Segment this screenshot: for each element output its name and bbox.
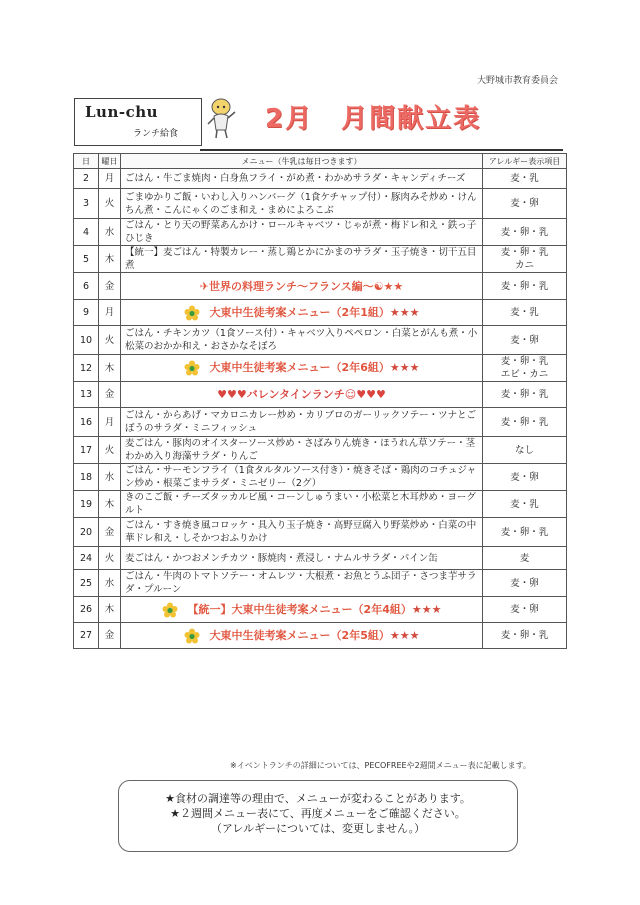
day-cell: 3 (74, 189, 99, 219)
weekday-cell: 水 (99, 570, 121, 597)
allergy-cell: 麦・卵・乳 (483, 273, 567, 300)
page-title: 2月 月間献立表 (265, 104, 482, 134)
menu-text: ✈世界の料理ランチ〜フランス編〜☯★★ (199, 279, 404, 293)
menu-cell (121, 273, 483, 300)
mascot-icon (204, 96, 238, 140)
menu-table (73, 153, 567, 649)
weekday-cell: 火 (99, 437, 121, 464)
menu-text: ♥♥♥バレンタインランチ☺♥♥♥ (217, 388, 386, 401)
allergy-cell: 麦・卵 (483, 464, 567, 491)
weekday-cell: 火 (99, 326, 121, 355)
table-row (74, 189, 567, 219)
table-row (74, 464, 567, 491)
day-cell: 4 (74, 219, 99, 246)
allergy-cell: 麦・卵・乳 エビ・カニ (483, 355, 567, 382)
table-row (74, 246, 567, 273)
table-row (74, 300, 567, 326)
menu-text: 麦ごはん・かつおメンチカツ・豚焼肉・煮浸し・ナムルサラダ・パイン缶 (125, 552, 438, 564)
allergy-cell: 麦・卵 (483, 189, 567, 219)
stars-text: ★★★ (389, 361, 420, 374)
menu-cell (121, 437, 483, 464)
stars-text: ★★★ (389, 305, 420, 319)
menu-text: 大東中生徒考案メニュー（2年1組） (209, 305, 390, 319)
menu-cell (121, 623, 483, 649)
table-row (74, 382, 567, 408)
menu-cell (121, 597, 483, 623)
day-cell: 10 (74, 326, 99, 355)
table-header-row (74, 154, 567, 169)
day-cell: 5 (74, 246, 99, 273)
stars-text: ★★★ (389, 628, 420, 642)
menu-text: 【統一】麦ごはん・特製カレー・蒸し鶏とかにかまのサラダ・玉子焼き・切干五目煮 (125, 247, 477, 271)
table-row (74, 570, 567, 597)
menu-text: 大東中生徒考案メニュー（2年5組） (209, 628, 390, 642)
event-footnote: ※イベントランチの詳細については、PECOFREEや2週間メニュー表に記載します。 (230, 761, 532, 770)
table-row (74, 408, 567, 437)
flower-icon (184, 305, 200, 321)
allergy-cell: 麦・卵 (483, 597, 567, 623)
issuer-label: 大野城市教育委員会 (476, 76, 558, 86)
menu-text: きのこご飯・チーズタッカルビ風・コーンしゅうまい・小松菜と木耳炒め・ヨーグルト (125, 492, 476, 516)
day-cell: 16 (74, 408, 99, 437)
menu-cell (121, 491, 483, 518)
allergy-cell: 麦・乳 (483, 491, 567, 518)
menu-cell (121, 189, 483, 219)
day-cell: 12 (74, 355, 99, 382)
allergy-cell: 麦 (483, 547, 567, 570)
menu-cell (121, 300, 483, 326)
allergy-cell: 麦・乳 (483, 300, 567, 326)
logo-subtitle: ランチ給食 (133, 129, 179, 139)
weekday-cell: 金 (99, 518, 121, 547)
allergy-cell: 麦・卵・乳 (483, 408, 567, 437)
menu-text: ごはん・とり天の野菜あんかけ・ロールキャベツ・じゃが煮・梅ドレ和え・鉄っ子ひじき (125, 220, 477, 244)
day-cell: 27 (74, 623, 99, 649)
day-cell: 13 (74, 382, 99, 408)
weekday-cell: 木 (99, 246, 121, 273)
allergy-cell: 麦・卵・乳 カニ (483, 246, 567, 273)
menu-text: ごまゆかりご飯・いわし入りハンバーグ（1食ケチャップ付）・豚肉みそ炒め・けんちん煮・こんにゃくのごま和え・まめによろこぶ (125, 191, 477, 216)
weekday-cell: 金 (99, 623, 121, 649)
allergy-cell: 麦・卵 (483, 326, 567, 355)
menu-text: 大東中生徒考案メニュー（2年6組） (209, 361, 390, 374)
menu-cell (121, 464, 483, 491)
allergy-cell: 麦・卵・乳 (483, 219, 567, 246)
flower-icon (162, 602, 178, 618)
flower-icon (184, 628, 200, 644)
weekday-cell: 月 (99, 300, 121, 326)
weekday-cell: 木 (99, 491, 121, 518)
menu-text: ごはん・牛肉のトマトソテー・オムレツ・大根煮・お魚とうふ団子・さつま芋サラダ・プルーン (125, 571, 477, 595)
table-row (74, 518, 567, 547)
day-cell: 20 (74, 518, 99, 547)
menu-table-body (74, 169, 567, 649)
table-row (74, 326, 567, 355)
weekday-cell: 木 (99, 355, 121, 382)
notice-line-1: ★食材の調達等の理由で、メニューが変わることがあります。 (165, 792, 471, 805)
allergy-cell: 麦・卵・乳 (483, 382, 567, 408)
day-cell: 25 (74, 570, 99, 597)
weekday-cell: 水 (99, 464, 121, 491)
menu-text: ごはん・すき焼き風コロッケ・具入り玉子焼き・高野豆腐入り野菜炒め・白菜の中華ドレ和え・しそかつおふりかけ (125, 520, 477, 544)
flower-icon (184, 360, 200, 376)
menu-text: ごはん・牛ごま焼肉・白身魚フライ・がめ煮・わかめサラダ・キャンディチーズ (125, 173, 466, 184)
weekday-cell: 金 (99, 382, 121, 408)
table-row (74, 273, 567, 300)
day-cell: 19 (74, 491, 99, 518)
table-row (74, 355, 567, 382)
logo-title: Lun-chu (85, 103, 159, 121)
menu-text: 【統一】大東中生徒考案メニュー（2年4組） (187, 602, 412, 616)
day-cell: 24 (74, 547, 99, 570)
table-row (74, 437, 567, 464)
table-row (74, 219, 567, 246)
menu-cell (121, 518, 483, 547)
header-allergy: アレルギー表示項目 (483, 154, 567, 169)
day-cell: 26 (74, 597, 99, 623)
header-day: 日 (74, 154, 99, 169)
menu-text: ごはん・サーモンフライ（1食タルタルソース付き）・焼きそば・鶏肉のコチュジャン炒め・根菜ごまサラダ・ミニゼリー（2グ） (125, 465, 477, 489)
day-cell: 18 (74, 464, 99, 491)
menu-cell (121, 326, 483, 355)
allergy-cell: なし (483, 437, 567, 464)
menu-cell (121, 547, 483, 570)
weekday-cell: 木 (99, 597, 121, 623)
notice-line-2: ★２週間メニュー表にて、再度メニューをご確認ください。 (170, 807, 466, 820)
day-cell: 17 (74, 437, 99, 464)
table-row (74, 623, 567, 649)
lunchu-logo (74, 98, 202, 146)
stars-text: ★★★ (411, 602, 442, 616)
menu-cell (121, 219, 483, 246)
day-cell: 9 (74, 300, 99, 326)
title-underline (200, 149, 563, 151)
table-row (74, 491, 567, 518)
allergy-cell: 麦・卵・乳 (483, 518, 567, 547)
allergy-cell: 麦・卵 (483, 570, 567, 597)
table-row (74, 597, 567, 623)
weekday-cell: 月 (99, 408, 121, 437)
table-row (74, 169, 567, 189)
menu-text: ごはん・からあげ・マカロニカレー炒め・カリブロのガーリックソテー・ツナとごぼうのサラダ・ミニフィッシュ (125, 410, 477, 434)
weekday-cell: 月 (99, 169, 121, 189)
menu-cell (121, 246, 483, 273)
menu-cell (121, 382, 483, 408)
day-cell: 6 (74, 273, 99, 300)
notice-box (118, 780, 518, 852)
allergy-cell: 麦・卵・乳 (483, 623, 567, 649)
menu-text: ごはん・チキンカツ（1食ソース付）・キャベツ入りペペロン・白菜とがんも煮・小松菜のおかか和え・おさかなそぼろ (125, 328, 478, 352)
header-menu: メニュー（牛乳は毎日つきます） (121, 154, 483, 169)
menu-cell (121, 570, 483, 597)
weekday-cell: 金 (99, 273, 121, 300)
menu-cell (121, 355, 483, 382)
notice-line-3: （アレルギーについては、変更しません。） (210, 822, 426, 835)
menu-text: 麦ごはん・豚肉のオイスターソース炒め・さばみりん焼き・ほうれん草ソテー・茎わかめ入り海藻サラダ・りんご (125, 438, 476, 462)
header-weekday: 曜日 (99, 154, 121, 169)
allergy-cell: 麦・乳 (483, 169, 567, 189)
menu-cell (121, 408, 483, 437)
table-row (74, 547, 567, 570)
weekday-cell: 水 (99, 219, 121, 246)
weekday-cell: 火 (99, 547, 121, 570)
weekday-cell: 火 (99, 189, 121, 219)
menu-cell (121, 169, 483, 189)
day-cell: 2 (74, 169, 99, 189)
